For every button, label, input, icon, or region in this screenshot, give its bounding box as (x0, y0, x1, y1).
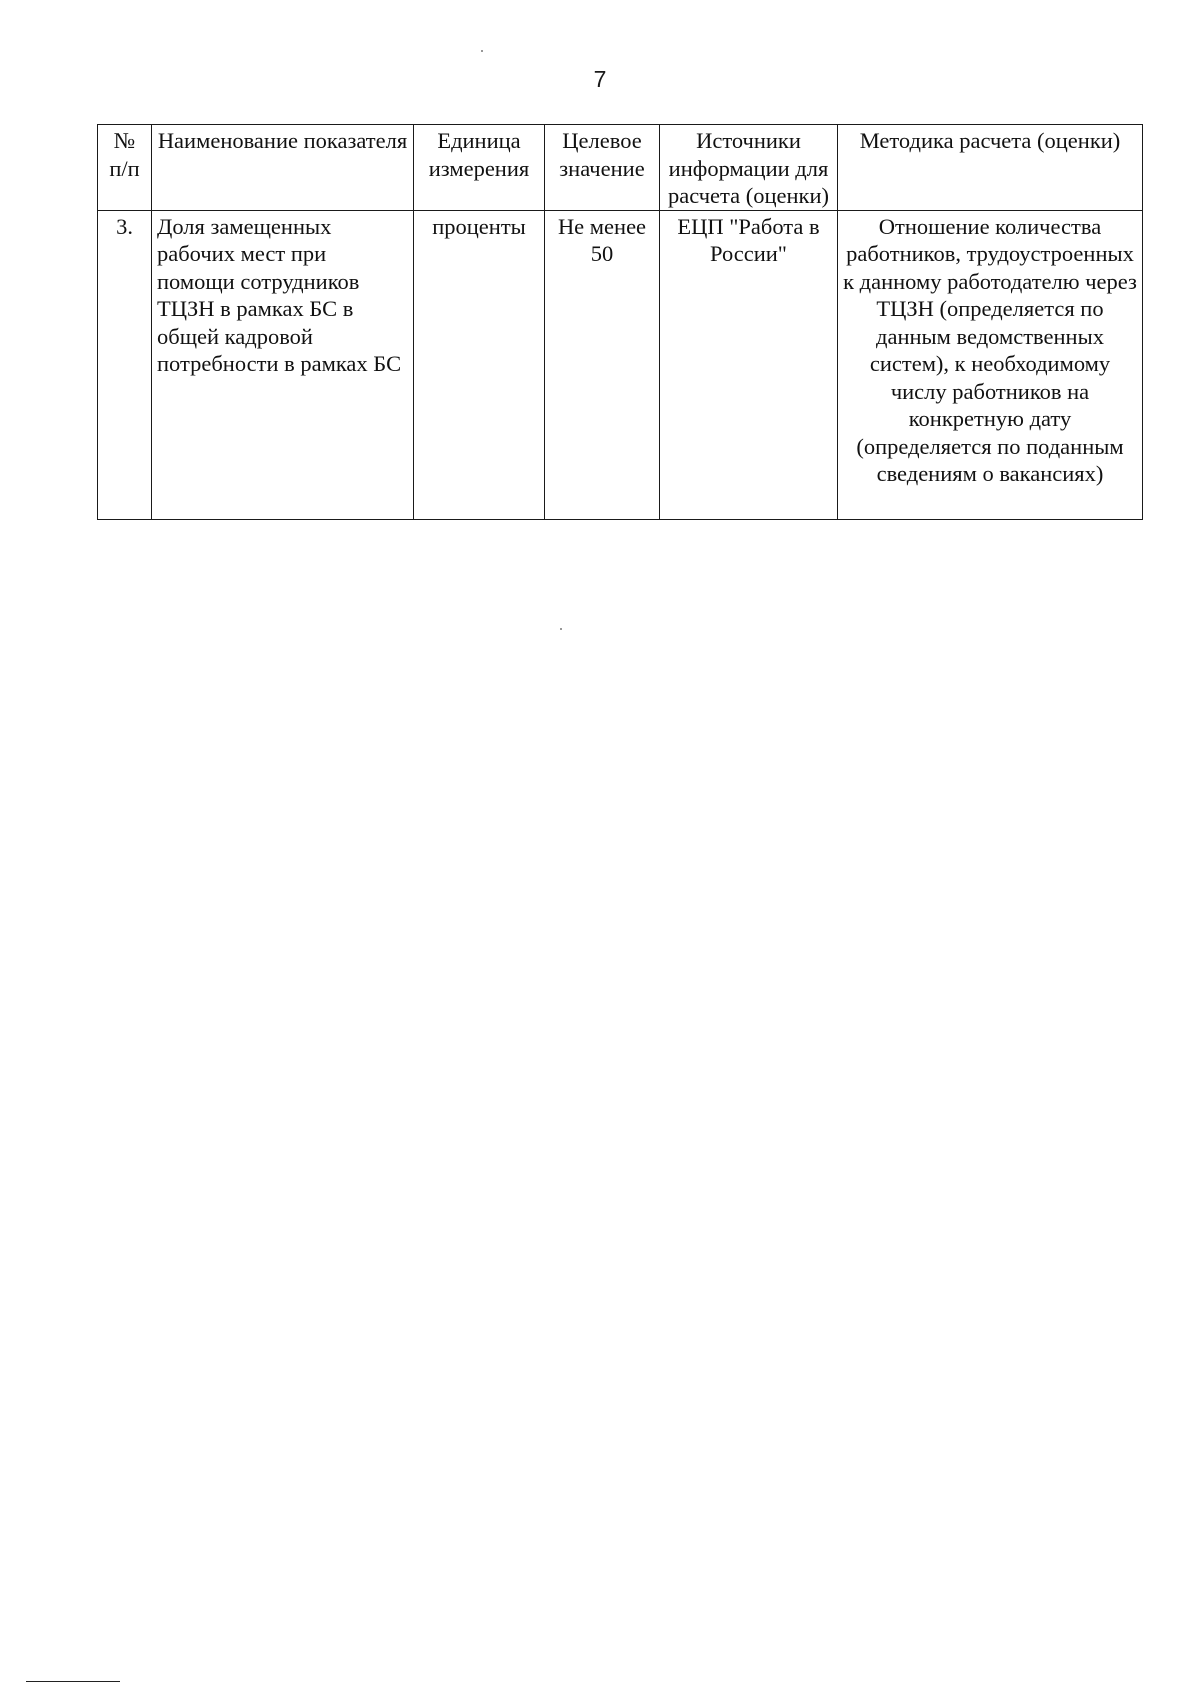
header-unit: Единица измерения (414, 125, 545, 211)
table-body (98, 210, 1143, 519)
indicators-table (97, 124, 1143, 520)
cell-target: Не менее 50 (545, 210, 660, 519)
footnote-rule (26, 1681, 120, 1682)
cell-num: 3. (98, 210, 152, 519)
header-method: Методика расчета (оценки) (838, 125, 1143, 211)
cell-unit: проценты (414, 210, 545, 519)
header-source: Источники информации для расчета (оценки) (660, 125, 838, 211)
header-row (98, 125, 1143, 211)
cell-name: Доля замещенных рабочих мест при помощи сотрудников ТЦЗН в рамках БС в общей кадровой потребности в рамках БС (152, 210, 414, 519)
cell-source: ЕЦП "Работа в России" (660, 210, 838, 519)
page-number: 7 (593, 66, 607, 92)
table-header (98, 125, 1143, 211)
cell-method: Отношение количества работников, трудоустроенных к данному работодателю через ТЦЗН (определяется по данным ведомственных систем), к необходимому числу работников на конкретную дату (определяется по поданным сведениям о вакансиях) (838, 210, 1143, 519)
header-target: Целевое значение (545, 125, 660, 211)
scan-speck (560, 628, 562, 630)
header-name: Наименование показателя (152, 125, 414, 211)
header-num: № п/п (98, 125, 152, 211)
table-row (98, 210, 1143, 519)
scan-speck (481, 50, 483, 52)
